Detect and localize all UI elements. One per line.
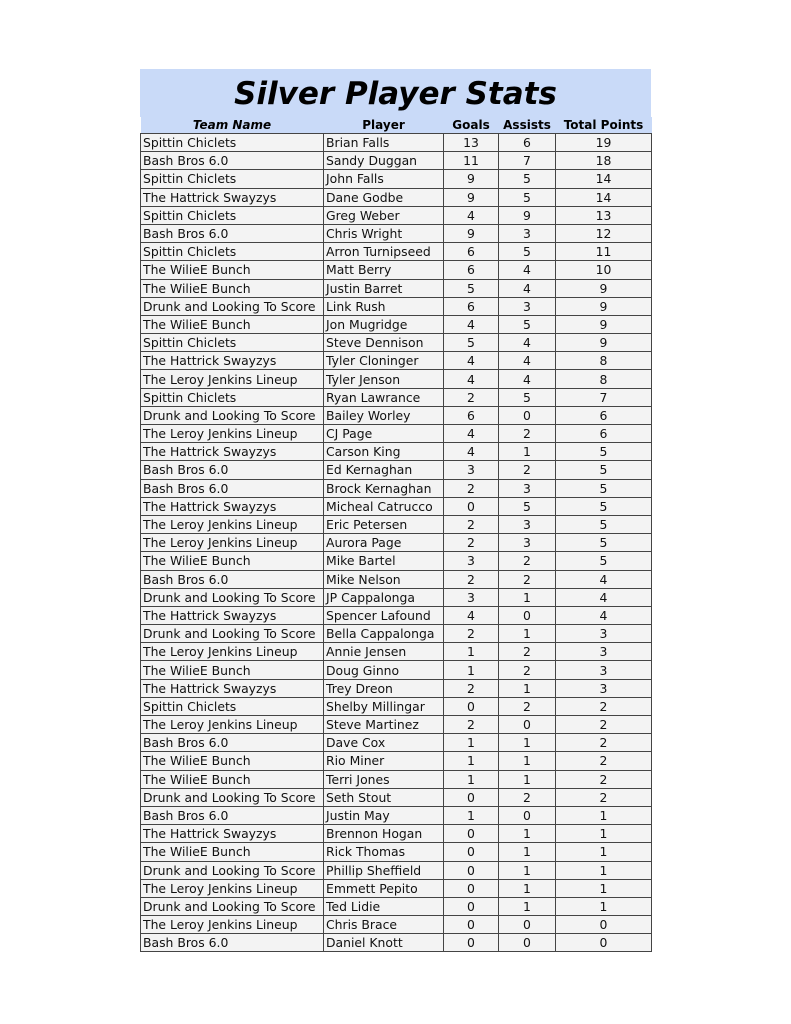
- table-row: [141, 679, 652, 697]
- assists-cell: 5: [499, 243, 556, 261]
- total-points-cell: 8: [556, 370, 652, 388]
- column-header-team: Team Name: [141, 117, 324, 134]
- table-row: [141, 406, 652, 424]
- team-cell: Bash Bros 6.0: [141, 934, 324, 952]
- player-cell: Phillip Sheffield: [324, 861, 444, 879]
- table-row: [141, 152, 652, 170]
- total-points-cell: 5: [556, 497, 652, 515]
- assists-cell: 0: [499, 916, 556, 934]
- goals-cell: 4: [444, 425, 499, 443]
- assists-cell: 2: [499, 661, 556, 679]
- assists-cell: 3: [499, 515, 556, 533]
- team-cell: The Hattrick Swayzys: [141, 352, 324, 370]
- assists-cell: 2: [499, 425, 556, 443]
- team-cell: The Hattrick Swayzys: [141, 825, 324, 843]
- table-row: [141, 716, 652, 734]
- total-points-cell: 8: [556, 352, 652, 370]
- player-cell: Dave Cox: [324, 734, 444, 752]
- assists-cell: 2: [499, 788, 556, 806]
- table-row: [141, 806, 652, 824]
- total-points-cell: 0: [556, 916, 652, 934]
- player-cell: Daniel Knott: [324, 934, 444, 952]
- player-cell: Chris Wright: [324, 224, 444, 242]
- assists-cell: 0: [499, 406, 556, 424]
- table-row: [141, 897, 652, 915]
- team-cell: Drunk and Looking To Score: [141, 897, 324, 915]
- assists-cell: 1: [499, 734, 556, 752]
- total-points-cell: 2: [556, 716, 652, 734]
- player-stats-table: [140, 117, 652, 952]
- table-row: [141, 297, 652, 315]
- total-points-cell: 3: [556, 679, 652, 697]
- goals-cell: 6: [444, 243, 499, 261]
- player-cell: Link Rush: [324, 297, 444, 315]
- table-row: [141, 170, 652, 188]
- team-cell: Bash Bros 6.0: [141, 734, 324, 752]
- goals-cell: 1: [444, 752, 499, 770]
- table-row: [141, 243, 652, 261]
- table-row: [141, 388, 652, 406]
- table-row: [141, 261, 652, 279]
- goals-cell: 0: [444, 497, 499, 515]
- total-points-cell: 9: [556, 297, 652, 315]
- table-row: [141, 770, 652, 788]
- goals-cell: 0: [444, 879, 499, 897]
- assists-cell: 1: [499, 825, 556, 843]
- player-cell: Doug Ginno: [324, 661, 444, 679]
- total-points-cell: 1: [556, 825, 652, 843]
- total-points-cell: 14: [556, 188, 652, 206]
- assists-cell: 3: [499, 297, 556, 315]
- player-cell: Brock Kernaghan: [324, 479, 444, 497]
- team-cell: The Leroy Jenkins Lineup: [141, 534, 324, 552]
- player-cell: Arron Turnipseed: [324, 243, 444, 261]
- table-row: [141, 788, 652, 806]
- player-cell: Annie Jensen: [324, 643, 444, 661]
- assists-cell: 5: [499, 388, 556, 406]
- player-cell: Brennon Hogan: [324, 825, 444, 843]
- player-cell: Greg Weber: [324, 206, 444, 224]
- total-points-cell: 4: [556, 570, 652, 588]
- team-cell: Drunk and Looking To Score: [141, 406, 324, 424]
- assists-cell: 4: [499, 279, 556, 297]
- goals-cell: 1: [444, 661, 499, 679]
- assists-cell: 2: [499, 697, 556, 715]
- column-header-total-points: Total Points: [556, 117, 652, 134]
- team-cell: The Leroy Jenkins Lineup: [141, 370, 324, 388]
- player-cell: Tyler Jenson: [324, 370, 444, 388]
- player-cell: Justin Barret: [324, 279, 444, 297]
- team-cell: Bash Bros 6.0: [141, 806, 324, 824]
- table-row: [141, 752, 652, 770]
- assists-cell: 4: [499, 334, 556, 352]
- goals-cell: 1: [444, 770, 499, 788]
- table-row: [141, 534, 652, 552]
- table-row: [141, 370, 652, 388]
- team-cell: Bash Bros 6.0: [141, 152, 324, 170]
- goals-cell: 3: [444, 588, 499, 606]
- team-cell: The Leroy Jenkins Lineup: [141, 425, 324, 443]
- table-row: [141, 334, 652, 352]
- team-cell: The Leroy Jenkins Lineup: [141, 643, 324, 661]
- goals-cell: 4: [444, 206, 499, 224]
- goals-cell: 1: [444, 643, 499, 661]
- team-cell: The Hattrick Swayzys: [141, 679, 324, 697]
- total-points-cell: 6: [556, 425, 652, 443]
- player-cell: Rio Miner: [324, 752, 444, 770]
- table-row: [141, 425, 652, 443]
- total-points-cell: 18: [556, 152, 652, 170]
- table-row: [141, 643, 652, 661]
- assists-cell: 1: [499, 443, 556, 461]
- goals-cell: 1: [444, 806, 499, 824]
- player-cell: Eric Petersen: [324, 515, 444, 533]
- table-row: [141, 934, 652, 952]
- goals-cell: 4: [444, 352, 499, 370]
- goals-cell: 0: [444, 825, 499, 843]
- team-cell: Drunk and Looking To Score: [141, 625, 324, 643]
- assists-cell: 1: [499, 897, 556, 915]
- total-points-cell: 3: [556, 661, 652, 679]
- player-cell: Tyler Cloninger: [324, 352, 444, 370]
- table-row: [141, 188, 652, 206]
- table-row: [141, 661, 652, 679]
- player-cell: Seth Stout: [324, 788, 444, 806]
- table-row: [141, 515, 652, 533]
- total-points-cell: 2: [556, 770, 652, 788]
- assists-cell: 6: [499, 134, 556, 152]
- total-points-cell: 1: [556, 879, 652, 897]
- goals-cell: 2: [444, 716, 499, 734]
- total-points-cell: 1: [556, 861, 652, 879]
- assists-cell: 2: [499, 552, 556, 570]
- total-points-cell: 6: [556, 406, 652, 424]
- goals-cell: 6: [444, 297, 499, 315]
- player-cell: John Falls: [324, 170, 444, 188]
- team-cell: The WilieE Bunch: [141, 752, 324, 770]
- table-row: [141, 825, 652, 843]
- player-cell: Shelby Millingar: [324, 697, 444, 715]
- total-points-cell: 2: [556, 752, 652, 770]
- total-points-cell: 0: [556, 934, 652, 952]
- total-points-cell: 9: [556, 315, 652, 333]
- team-cell: Drunk and Looking To Score: [141, 297, 324, 315]
- goals-cell: 9: [444, 188, 499, 206]
- team-cell: Spittin Chiclets: [141, 134, 324, 152]
- assists-cell: 1: [499, 625, 556, 643]
- team-cell: The Leroy Jenkins Lineup: [141, 716, 324, 734]
- goals-cell: 2: [444, 388, 499, 406]
- assists-cell: 1: [499, 879, 556, 897]
- assists-cell: 1: [499, 588, 556, 606]
- player-cell: Matt Berry: [324, 261, 444, 279]
- team-cell: Bash Bros 6.0: [141, 570, 324, 588]
- team-cell: The Hattrick Swayzys: [141, 606, 324, 624]
- team-cell: Drunk and Looking To Score: [141, 861, 324, 879]
- table-row: [141, 606, 652, 624]
- assists-cell: 0: [499, 934, 556, 952]
- goals-cell: 2: [444, 679, 499, 697]
- goals-cell: 0: [444, 916, 499, 934]
- player-cell: Ryan Lawrance: [324, 388, 444, 406]
- assists-cell: 0: [499, 716, 556, 734]
- total-points-cell: 13: [556, 206, 652, 224]
- team-cell: The Hattrick Swayzys: [141, 443, 324, 461]
- table-row: [141, 497, 652, 515]
- page-title: Silver Player Stats: [234, 76, 557, 112]
- team-cell: The WilieE Bunch: [141, 279, 324, 297]
- team-cell: The WilieE Bunch: [141, 552, 324, 570]
- player-cell: Terri Jones: [324, 770, 444, 788]
- total-points-cell: 5: [556, 552, 652, 570]
- total-points-cell: 1: [556, 806, 652, 824]
- table-row: [141, 625, 652, 643]
- goals-cell: 13: [444, 134, 499, 152]
- team-cell: Drunk and Looking To Score: [141, 788, 324, 806]
- table-row: [141, 315, 652, 333]
- total-points-cell: 4: [556, 588, 652, 606]
- team-cell: The Leroy Jenkins Lineup: [141, 916, 324, 934]
- assists-cell: 2: [499, 461, 556, 479]
- team-cell: The WilieE Bunch: [141, 770, 324, 788]
- table-row: [141, 224, 652, 242]
- player-cell: Justin May: [324, 806, 444, 824]
- team-cell: The Hattrick Swayzys: [141, 497, 324, 515]
- total-points-cell: 4: [556, 606, 652, 624]
- goals-cell: 2: [444, 479, 499, 497]
- assists-cell: 0: [499, 606, 556, 624]
- table-row: [141, 552, 652, 570]
- total-points-cell: 7: [556, 388, 652, 406]
- team-cell: Drunk and Looking To Score: [141, 588, 324, 606]
- team-cell: Spittin Chiclets: [141, 334, 324, 352]
- player-cell: Aurora Page: [324, 534, 444, 552]
- team-cell: Spittin Chiclets: [141, 170, 324, 188]
- assists-cell: 9: [499, 206, 556, 224]
- assists-cell: 4: [499, 261, 556, 279]
- goals-cell: 3: [444, 461, 499, 479]
- player-cell: Brian Falls: [324, 134, 444, 152]
- goals-cell: 2: [444, 534, 499, 552]
- total-points-cell: 5: [556, 534, 652, 552]
- player-cell: Sandy Duggan: [324, 152, 444, 170]
- column-header-player: Player: [324, 117, 444, 134]
- team-cell: Spittin Chiclets: [141, 388, 324, 406]
- assists-cell: 7: [499, 152, 556, 170]
- goals-cell: 2: [444, 515, 499, 533]
- team-cell: Bash Bros 6.0: [141, 479, 324, 497]
- goals-cell: 0: [444, 788, 499, 806]
- goals-cell: 9: [444, 170, 499, 188]
- total-points-cell: 14: [556, 170, 652, 188]
- team-cell: The WilieE Bunch: [141, 661, 324, 679]
- total-points-cell: 11: [556, 243, 652, 261]
- assists-cell: 5: [499, 170, 556, 188]
- goals-cell: 4: [444, 443, 499, 461]
- player-cell: Spencer Lafound: [324, 606, 444, 624]
- goals-cell: 6: [444, 261, 499, 279]
- player-cell: Steve Dennison: [324, 334, 444, 352]
- assists-cell: 0: [499, 806, 556, 824]
- column-header-goals: Goals: [444, 117, 499, 134]
- player-cell: Steve Martinez: [324, 716, 444, 734]
- table-row: [141, 206, 652, 224]
- team-cell: Bash Bros 6.0: [141, 461, 324, 479]
- goals-cell: 6: [444, 406, 499, 424]
- total-points-cell: 3: [556, 643, 652, 661]
- player-cell: Ted Lidie: [324, 897, 444, 915]
- table-body: [141, 134, 652, 952]
- player-cell: Micheal Catrucco: [324, 497, 444, 515]
- goals-cell: 4: [444, 315, 499, 333]
- goals-cell: 0: [444, 897, 499, 915]
- player-cell: Rick Thomas: [324, 843, 444, 861]
- player-cell: Carson King: [324, 443, 444, 461]
- team-cell: The Leroy Jenkins Lineup: [141, 879, 324, 897]
- total-points-cell: 1: [556, 843, 652, 861]
- goals-cell: 3: [444, 552, 499, 570]
- player-cell: Bailey Worley: [324, 406, 444, 424]
- assists-cell: 4: [499, 370, 556, 388]
- team-cell: The WilieE Bunch: [141, 261, 324, 279]
- assists-cell: 3: [499, 534, 556, 552]
- total-points-cell: 3: [556, 625, 652, 643]
- table-row: [141, 697, 652, 715]
- assists-cell: 1: [499, 679, 556, 697]
- assists-cell: 1: [499, 770, 556, 788]
- assists-cell: 1: [499, 861, 556, 879]
- player-cell: Chris Brace: [324, 916, 444, 934]
- goals-cell: 9: [444, 224, 499, 242]
- goals-cell: 5: [444, 334, 499, 352]
- table-row: [141, 279, 652, 297]
- goals-cell: 0: [444, 861, 499, 879]
- assists-cell: 4: [499, 352, 556, 370]
- title-band: [140, 69, 651, 117]
- player-cell: Trey Dreon: [324, 679, 444, 697]
- goals-cell: 0: [444, 934, 499, 952]
- player-cell: Mike Nelson: [324, 570, 444, 588]
- assists-cell: 3: [499, 479, 556, 497]
- team-cell: Spittin Chiclets: [141, 243, 324, 261]
- team-cell: Spittin Chiclets: [141, 206, 324, 224]
- total-points-cell: 5: [556, 479, 652, 497]
- assists-cell: 5: [499, 315, 556, 333]
- goals-cell: 4: [444, 370, 499, 388]
- goals-cell: 2: [444, 625, 499, 643]
- player-cell: Dane Godbe: [324, 188, 444, 206]
- table-row: [141, 352, 652, 370]
- total-points-cell: 2: [556, 734, 652, 752]
- assists-cell: 2: [499, 570, 556, 588]
- player-cell: Ed Kernaghan: [324, 461, 444, 479]
- table-row: [141, 461, 652, 479]
- player-cell: JP Cappalonga: [324, 588, 444, 606]
- table-row: [141, 134, 652, 152]
- table-row: [141, 443, 652, 461]
- goals-cell: 11: [444, 152, 499, 170]
- team-cell: Bash Bros 6.0: [141, 224, 324, 242]
- total-points-cell: 5: [556, 461, 652, 479]
- player-cell: Emmett Pepito: [324, 879, 444, 897]
- table-row: [141, 588, 652, 606]
- table-row: [141, 916, 652, 934]
- header-row: [141, 117, 652, 134]
- table-row: [141, 843, 652, 861]
- total-points-cell: 19: [556, 134, 652, 152]
- table-row: [141, 570, 652, 588]
- assists-cell: 1: [499, 752, 556, 770]
- goals-cell: 2: [444, 570, 499, 588]
- goals-cell: 5: [444, 279, 499, 297]
- goals-cell: 0: [444, 697, 499, 715]
- table-row: [141, 479, 652, 497]
- team-cell: The WilieE Bunch: [141, 315, 324, 333]
- total-points-cell: 12: [556, 224, 652, 242]
- assists-cell: 5: [499, 188, 556, 206]
- player-cell: Bella Cappalonga: [324, 625, 444, 643]
- assists-cell: 2: [499, 643, 556, 661]
- total-points-cell: 9: [556, 334, 652, 352]
- table-row: [141, 734, 652, 752]
- total-points-cell: 10: [556, 261, 652, 279]
- team-cell: The WilieE Bunch: [141, 843, 324, 861]
- total-points-cell: 9: [556, 279, 652, 297]
- team-cell: The Leroy Jenkins Lineup: [141, 515, 324, 533]
- total-points-cell: 2: [556, 697, 652, 715]
- player-cell: CJ Page: [324, 425, 444, 443]
- table-row: [141, 879, 652, 897]
- goals-cell: 1: [444, 734, 499, 752]
- goals-cell: 0: [444, 843, 499, 861]
- goals-cell: 4: [444, 606, 499, 624]
- total-points-cell: 2: [556, 788, 652, 806]
- total-points-cell: 5: [556, 515, 652, 533]
- total-points-cell: 5: [556, 443, 652, 461]
- assists-cell: 3: [499, 224, 556, 242]
- team-cell: Spittin Chiclets: [141, 697, 324, 715]
- column-header-assists: Assists: [499, 117, 556, 134]
- assists-cell: 1: [499, 843, 556, 861]
- assists-cell: 5: [499, 497, 556, 515]
- stats-sheet: [140, 69, 651, 952]
- player-cell: Mike Bartel: [324, 552, 444, 570]
- player-cell: Jon Mugridge: [324, 315, 444, 333]
- table-row: [141, 861, 652, 879]
- team-cell: The Hattrick Swayzys: [141, 188, 324, 206]
- total-points-cell: 1: [556, 897, 652, 915]
